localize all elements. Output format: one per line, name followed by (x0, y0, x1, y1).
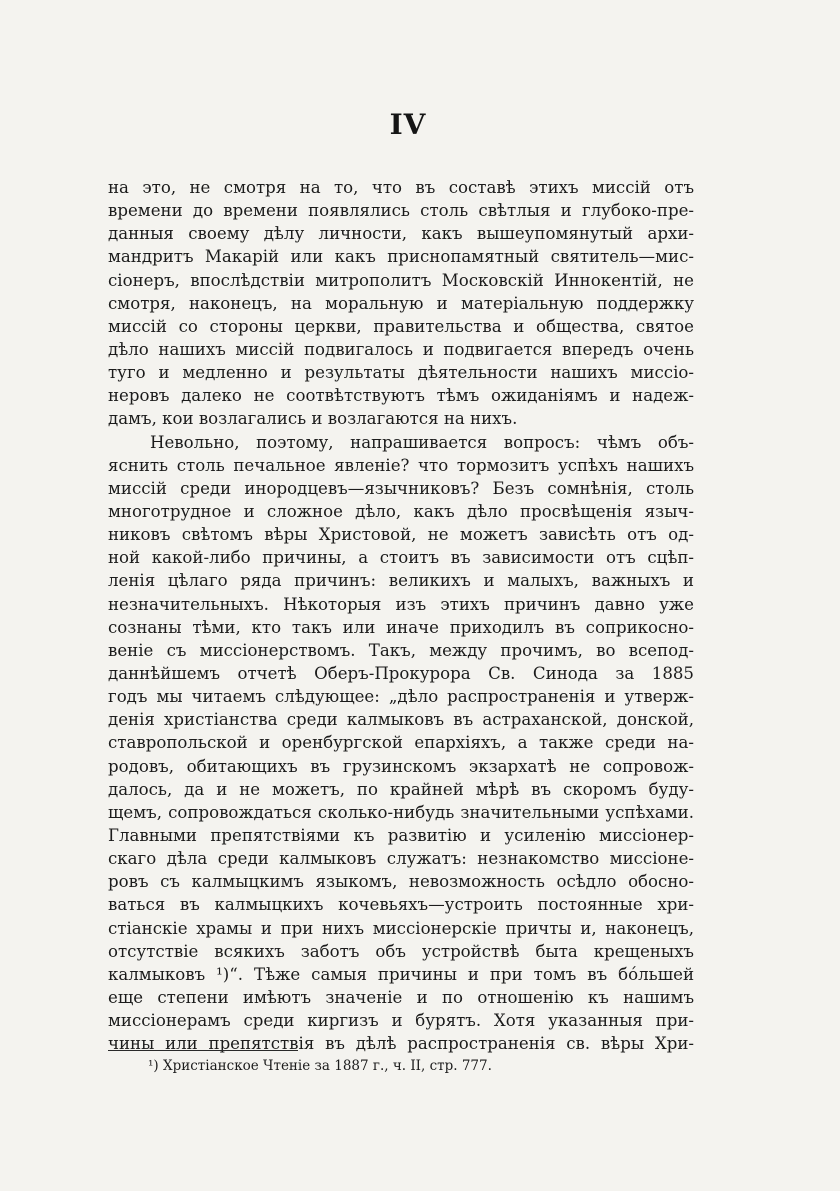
text-line: ной какой-либо причины, а стоитъ въ зависимости отъ сцѣп- (108, 548, 694, 568)
text-line: дамъ, кои возлагались и возлагаются на нихъ. (108, 409, 518, 429)
text-line: сіонеръ, впослѣдствіи митрополитъ Московскій Иннокентій, не (108, 270, 694, 290)
text-line: отсутствіе всякихъ заботъ объ устройствѣ быта крещеныхъ (108, 941, 694, 961)
text-line: Невольно, поэтому, напрашивается вопросъ: чѣмъ объ- (150, 432, 694, 452)
text-line: даннѣйшемъ отчетѣ Оберъ-Прокурора Св. Синода за 1885 (108, 663, 694, 683)
text-line: смотря, наконецъ, на моральную и матеріальную поддержку (108, 293, 694, 313)
text-line: времени до времени появлялись столь свѣтлыя и глубоко-пре- (108, 201, 694, 221)
text-line: многотрудное и сложное дѣло, какъ дѣло просвѣщенія языч- (108, 501, 694, 521)
text-line: ставропольской и оренбургской епархіяхъ, а также среди на- (108, 733, 694, 753)
text-line: на это, не смотря на то, что въ составѣ этихъ миссій отъ (108, 178, 694, 197)
text-line: ленія цѣлаго ряда причинъ: великихъ и малыхъ, важныхъ и (108, 571, 694, 591)
text-line: калмыковъ ¹)“. Тѣже самыя причины и при томъ въ бóльшей (108, 964, 694, 984)
text-line: миссій со стороны церкви, правительства и общества, святое (108, 316, 694, 336)
text-line: стіанскіе храмы и при нихъ миссіонерскіе причты и, наконецъ, (108, 918, 694, 938)
text-line: денія христіанства среди калмыковъ въ астраханской, донской, (108, 710, 694, 730)
text-line: скаго дѣла среди калмыковъ служатъ: незнакомство миссіоне- (108, 849, 694, 869)
text-line: дѣло нашихъ миссій подвигалось и подвигается впередъ очень (108, 339, 694, 359)
body-text (108, 176, 694, 1055)
footnote (148, 1058, 492, 1074)
text-line: миссій среди инородцевъ—язычниковъ? Безъ сомнѣнія, столь (108, 478, 694, 498)
text-line: яснить столь печальное явленіе? что тормозитъ успѣхъ нашихъ (108, 455, 694, 475)
text-line: чины или препятствія въ дѣлѣ распространенія св. вѣры Хри- (108, 1034, 694, 1054)
footnote-text: Христіанское Чтеніе за 1887 г., ч. II, стр. 777. (162, 1058, 492, 1074)
text-line: никовъ свѣтомъ вѣры Христовой, не можетъ зависѣть отъ од- (108, 525, 694, 545)
footnote-divider (108, 1050, 298, 1051)
text-line: еще степени имѣютъ значеніе и по отношенію къ нашимъ (108, 987, 694, 1007)
page-number: IV (389, 108, 427, 141)
text-line: щемъ, сопровождаться сколько-нибудь значительными успѣхами. (108, 802, 694, 822)
footnote-marker: ¹) (148, 1058, 159, 1074)
text-line: данныя своему дѣлу личности, какъ вышеупомянутый архи- (108, 224, 694, 244)
text-line: сознаны тѣми, кто такъ или иначе приходилъ въ соприкосно- (108, 617, 694, 637)
text-line: неровъ далеко не соотвѣтствуютъ тѣмъ ожиданіямъ и надеж- (108, 386, 694, 406)
text-line: Главными препятствіями къ развитію и усиленію миссіонер- (108, 825, 694, 845)
text-line: годъ мы читаемъ слѣдующее: „дѣло распространенія и утверж- (108, 687, 694, 707)
text-line: ваться въ калмыцкихъ кочевьяхъ—устроить постоянные хри- (108, 895, 694, 915)
text-line: миссіонерамъ среди киргизъ и бурятъ. Хотя указанныя при- (108, 1011, 694, 1031)
text-line: незначительныхъ. Нѣкоторыя изъ этихъ причинъ давно уже (108, 594, 694, 614)
text-line: далось, да и не можетъ, по крайней мѣрѣ въ скоромъ буду- (108, 779, 694, 799)
text-line: родовъ, обитающихъ въ грузинскомъ экзархатѣ не сопровож- (108, 756, 694, 776)
text-line: мандритъ Макарій или какъ приснопамятный святитель—мис- (108, 247, 694, 267)
text-line: веніе съ миссіонерствомъ. Такъ, между прочимъ, во всепод- (108, 640, 694, 660)
text-line: туго и медленно и результаты дѣятельности нашихъ миссіо- (108, 363, 694, 383)
text-line: ровъ съ калмыцкимъ языкомъ, невозможность осѣдло обосно- (108, 872, 694, 892)
